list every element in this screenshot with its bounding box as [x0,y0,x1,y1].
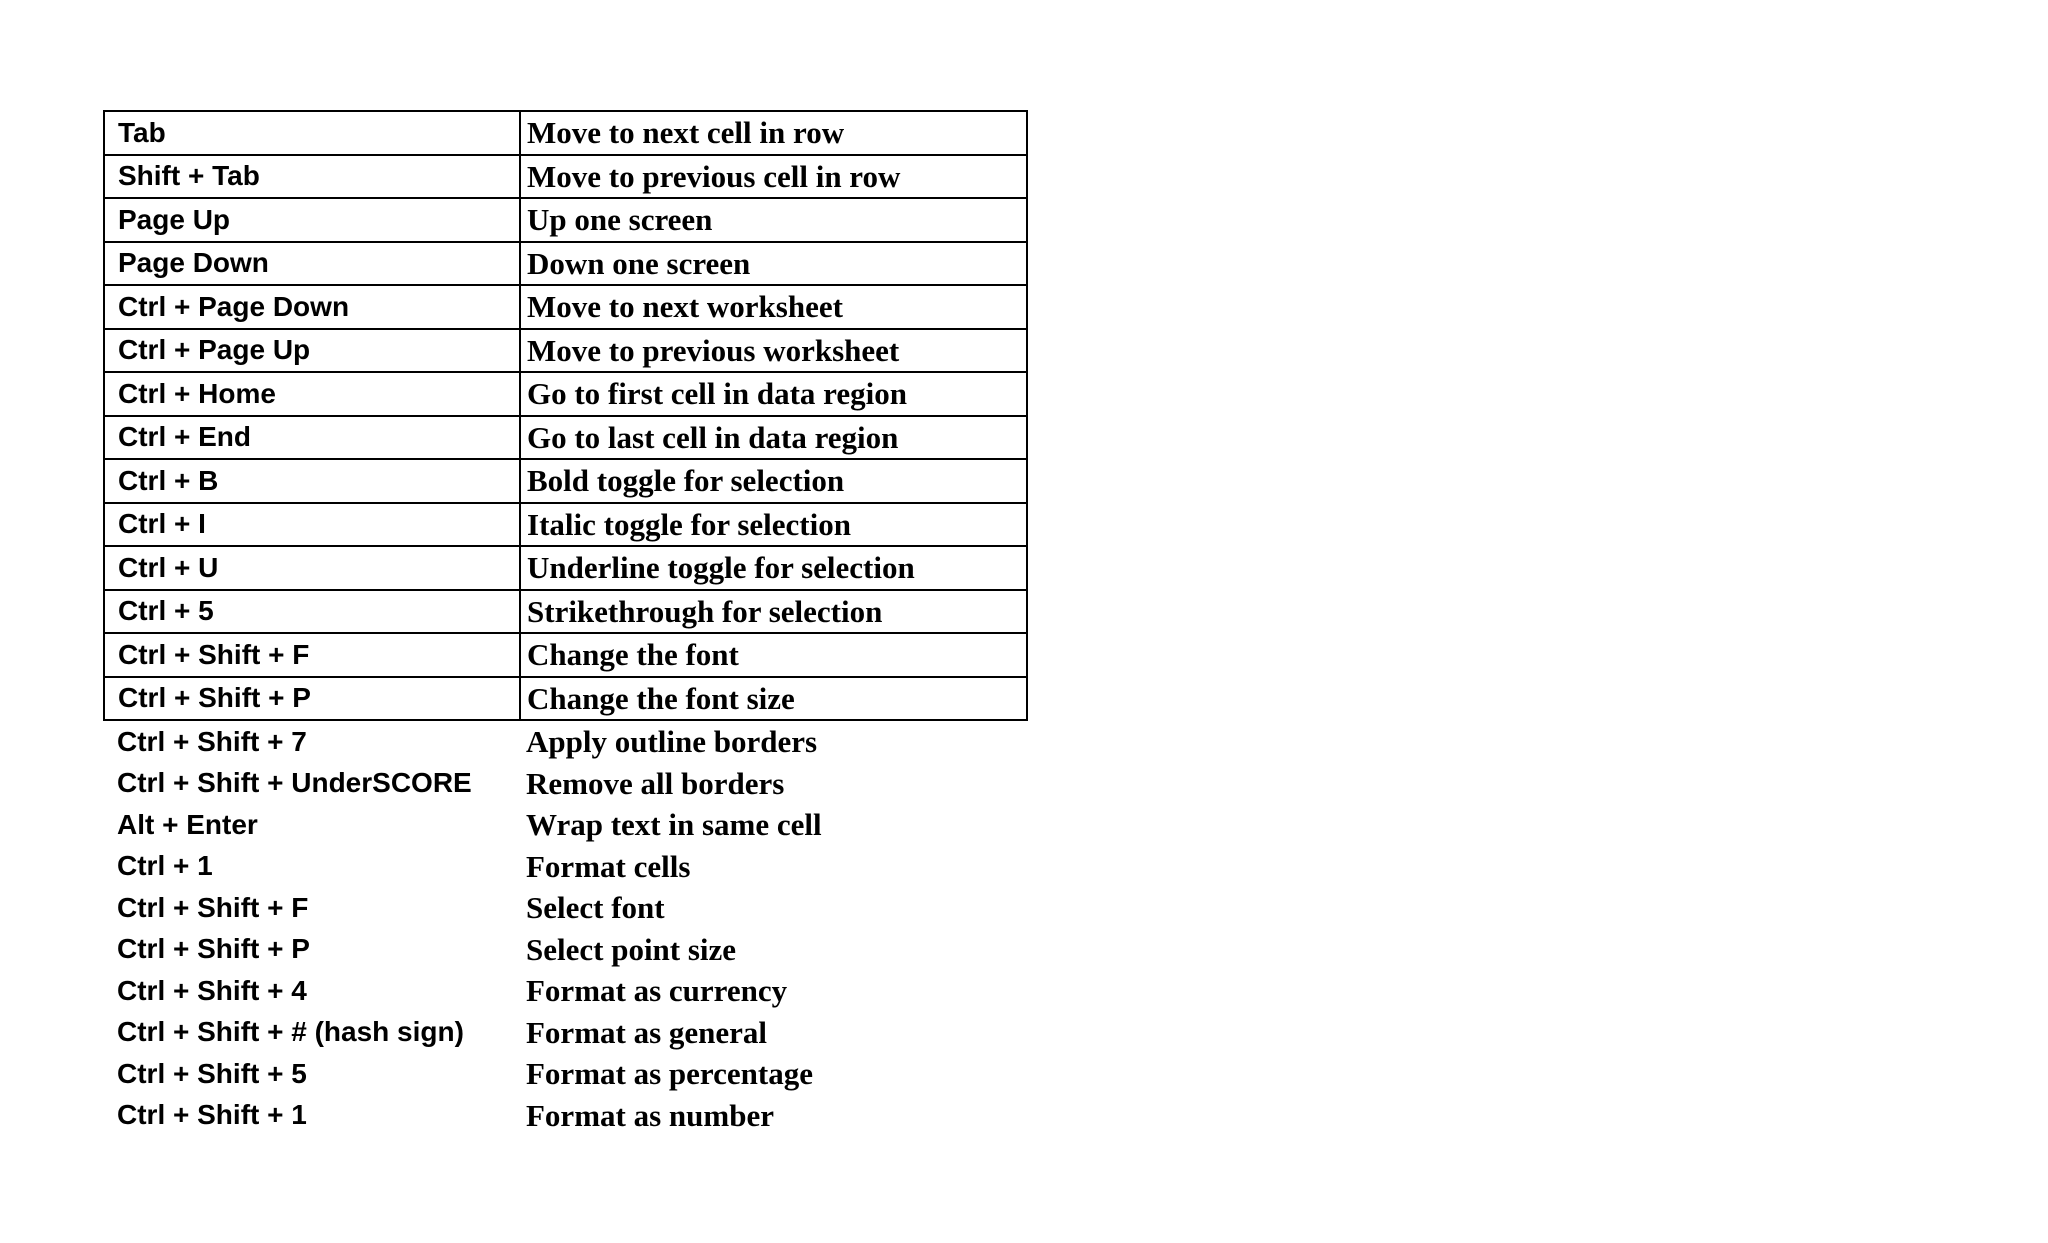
shortcut-key: Ctrl + End [104,416,520,460]
shortcut-key: Ctrl + Shift + 1 [117,1099,307,1131]
table-row [104,590,1027,634]
shortcut-description: Strikethrough for selection [520,590,1027,634]
shortcut-description: Bold toggle for selection [520,459,1027,503]
shortcut-description: Change the font size [520,677,1027,721]
table-row [104,633,1027,677]
list-row [104,720,1027,763]
shortcut-description: Apply outline borders [526,724,818,760]
list-row [104,804,1027,846]
shortcut-key: Ctrl + Shift + 7 [117,725,307,757]
shortcut-description: Move to previous worksheet [520,329,1027,373]
shortcut-description: Format as number [526,1097,774,1133]
shortcut-description: Wrap text in same cell [526,807,822,843]
shortcut-description: Move to next worksheet [520,285,1027,329]
list-row [104,887,1027,929]
table-row [104,329,1027,373]
list-row [104,846,1027,888]
list-row [104,763,1027,805]
shortcut-key: Ctrl + Shift + F [117,891,309,923]
table-row [104,111,1027,155]
shortcut-table [103,110,1028,1136]
shortcut-key: Ctrl + Shift + P [104,677,520,721]
shortcut-key: Ctrl + Shift + # (hash sign) [117,1016,464,1048]
shortcut-description: Remove all borders [526,765,785,801]
shortcut-key: Ctrl + Shift + 4 [117,974,307,1006]
shortcut-key: Ctrl + 1 [117,850,213,882]
shortcut-description: Format as general [526,1014,768,1050]
shortcut-description: Select point size [526,931,737,967]
table-row [104,155,1027,199]
shortcut-key: Ctrl + Page Up [104,329,520,373]
list-row [104,970,1027,1012]
shortcut-description: Go to first cell in data region [520,372,1027,416]
shortcut-description: Underline toggle for selection [520,546,1027,590]
shortcut-key: Ctrl + Shift + 5 [117,1057,307,1089]
shortcut-description: Format as currency [526,973,788,1009]
table-row [104,416,1027,460]
shortcut-description: Italic toggle for selection [520,503,1027,547]
shortcut-key: Ctrl + I [104,503,520,547]
shortcut-description: Change the font [520,633,1027,677]
shortcut-key: Page Down [104,242,520,286]
shortcut-key: Ctrl + B [104,459,520,503]
shortcut-key: Ctrl + Shift + F [104,633,520,677]
table-row [104,677,1027,721]
shortcut-description: Down one screen [520,242,1027,286]
list-row [104,1095,1027,1137]
table-row [104,503,1027,547]
shortcut-description: Up one screen [520,198,1027,242]
shortcut-key: Ctrl + Shift + P [117,933,310,965]
table-row [104,372,1027,416]
shortcut-key: Ctrl + Shift + UnderSCORE [117,767,472,799]
shortcut-description: Move to next cell in row [520,111,1027,155]
shortcut-key: Alt + Enter [117,808,258,840]
table-row [104,242,1027,286]
list-row [104,1053,1027,1095]
shortcut-key: Ctrl + Home [104,372,520,416]
shortcut-description: Format cells [526,848,691,884]
shortcut-key: Ctrl + Page Down [104,285,520,329]
shortcut-key: Tab [104,111,520,155]
list-row [104,1012,1027,1054]
list-row [104,929,1027,971]
shortcut-key: Page Up [104,198,520,242]
shortcut-description: Select font [526,890,665,926]
shortcut-description: Format as percentage [526,1056,813,1092]
shortcut-description: Move to previous cell in row [520,155,1027,199]
table-row [104,285,1027,329]
shortcut-key: Ctrl + 5 [104,590,520,634]
table-row [104,198,1027,242]
table-row [104,546,1027,590]
shortcut-key: Ctrl + U [104,546,520,590]
shortcut-key: Shift + Tab [104,155,520,199]
shortcut-description: Go to last cell in data region [520,416,1027,460]
table-row [104,459,1027,503]
